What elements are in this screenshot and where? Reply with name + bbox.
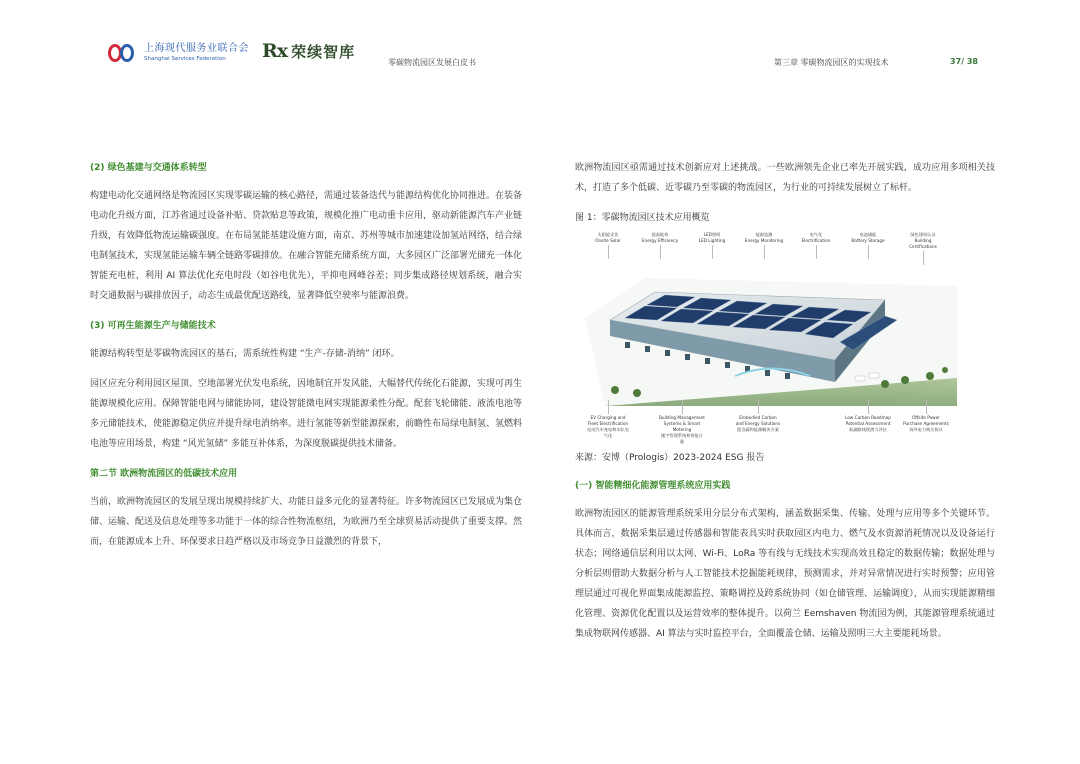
section-heading-renewable-energy: (3) 可再生能源生产与储能技术 [90, 321, 216, 331]
fig-label-ev-charging: EV Charging and Fleet Electrification 电动汽车充电和车队电气化 [585, 400, 631, 439]
fig-label-led-lighting: LED照明 LED Lighting [689, 232, 735, 259]
fig-label-building-management: Building Management Systems & Smart Metering 楼宇管理系统和智能计量 [659, 400, 705, 445]
section-heading-green-infrastructure: (2) 绿色基建与交通体系转型 [90, 163, 207, 173]
fig-label-building-certifications: 绿色建筑认证 Building Certifications [900, 232, 946, 265]
rongxu-think-tank-logo [262, 40, 355, 62]
paragraph: 构建电动化交通网络是物流园区实现零碳运输的核心路径，需通过装备迭代与能源结构优化协同推进。在装备电动化升级方面，江苏省通过设备补贴、贷款贴息等政策，规模化推广电动重卡应用，驱动新能源汽车产业链升级，有效降低物流运输碳强度。在布局氢能基建设施方面，南京、苏州等城市加速建设加氢站网络，结合绿电制氢技术，实现氢能运输车辆全链路零碳排放。在融合智能充储系统方面，大多园区广泛部署光储充一体化智能充电桩，利用 AI 算法优化充电时段（如谷电优先），平抑电网峰谷差；同步集成路径规划系统，融合实时交通数据与碳排放因子，动态生成最优配送路线，显著降低空驶率与能源浪费。 [90, 191, 523, 301]
brand-name: 荣续智库 [291, 42, 356, 61]
paragraph: 能源结构转型是零碳物流园区的基石，需系统性构建 “生产-存储-消纳” 闭环。 [90, 349, 400, 359]
fig-label-energy-efficiency: 提高能效 Energy Efficiency [637, 232, 683, 259]
page-header [0, 0, 1080, 80]
figure-caption: 图 1：零碳物流园区技术应用概览 [575, 213, 710, 223]
right-column [575, 158, 995, 654]
fig-label-onsite-solar: 太阳能光伏 Onsite Solar [585, 232, 631, 259]
rx-brand-mark: Rx [262, 40, 288, 62]
logistics-park-illustration [575, 232, 967, 444]
left-column [90, 158, 522, 562]
paragraph: 欧洲物流园区亟需通过技术创新应对上述挑战。一些欧洲领先企业已率先开展实践，成功应用多项相关技术，打造了多个低碳、近零碳乃至零碳的物流园区，为行业的可持续发展树立了标杆。 [575, 163, 995, 193]
section-heading-europe: 第二节 欧洲物流园区的低碳技术应用 [90, 469, 238, 479]
paragraph: 园区应充分利用园区屋顶、空地部署光伏发电系统，因地制宜开发风能，大幅替代传统化石能源，实现可再生能源规模化应用。保障智能电网与储能协同，建设智能微电网实现能源柔性分配。配套飞轮储能、液流电池等多元储能技术，使能源稳定供应并提升绿电消纳率。进行氢能等新型能源探索，前瞻性布局绿电制氢、氢燃料电池等应用场景，构建 “风光氢储” 多能互补体系，为深度脱碳提供技术储备。 [90, 379, 523, 449]
figure-source: 来源：安博（Prologis）2023-2024 ESG 报告 [575, 453, 765, 463]
document-title: 零碳物流园区发展白皮书 [388, 58, 476, 67]
fig-label-battery-storage: 电池储能 Battery Storage [845, 232, 891, 259]
paragraph: 欧洲物流园区的能源管理系统采用分层分布式架构，涵盖数据采集、传输、处理与应用等多个关键环节。具体而言，数据采集层通过传感器和智能表具实时获取园区内电力、燃气及水资源消耗情况以及设备运行状态；网络通信层利用以太网、Wi-Fi、LoRa 等有线与无线技术实现高效且稳定的数据传输；数据处理与分析层则借助大数据分析与人工智能技术挖掘能耗规律，预测需求，并对异常情况进行实时预警；应用管理层通过可视化界面集成能源监控、策略调控及跨系统协同（如仓储管理、运输调度），从而实现能源精细化管理、资源优化配置以及运营效率的整体提升。以荷兰 Eemshaven 物流园为例，其能源管理系统通过集成物联网传感器、AI 算法与实时监控平台，全面覆盖仓储、运输及照明三大主要能耗场景。 [575, 509, 995, 639]
section-heading-energy-management: (一) 智能精细化能源管理系统应用实践 [575, 481, 731, 491]
org-name-cn: 上海现代服务业联合会 [144, 43, 249, 54]
paragraph: 当前，欧洲物流园区的发展呈现出规模持续扩大、功能日益多元化的显著特征。许多物流园区已发展成为集仓储、运输、配送及信息处理等多功能于一体的综合性物流枢纽，为欧洲乃至全球贸易活动提供了重要支撑。然而，在能源成本上升、环保要求日趋严格以及市场竞争日益激烈的背景下， [90, 497, 523, 547]
federation-emblem-icon [108, 42, 138, 64]
fig-label-embodied-carbon: Embodied Carbon and Energy Solutions 隐含碳和能源解决方案 [735, 400, 781, 433]
warehouse-drawing [585, 258, 957, 406]
org-name-en: Shanghai Services Federation [144, 56, 226, 62]
fig-label-offsite-power: Offsite Power Purchase Agreements 场外电力购买协议 [903, 400, 949, 433]
chapter-title: 第三章 零碳物流园区的实现技术 [774, 58, 889, 67]
fig-label-electrification: 电气化 Electrification [793, 232, 839, 259]
fig-label-energy-monitoring: 能源监测 Energy Monitoring [741, 232, 787, 259]
shanghai-services-federation-logo [108, 42, 249, 64]
page-number: 37/ 38 [950, 57, 978, 66]
fig-label-low-carbon-roadmap: Low Carbon Roadmap Potential Assessment 低碳路线图潜力评估 [845, 400, 891, 433]
